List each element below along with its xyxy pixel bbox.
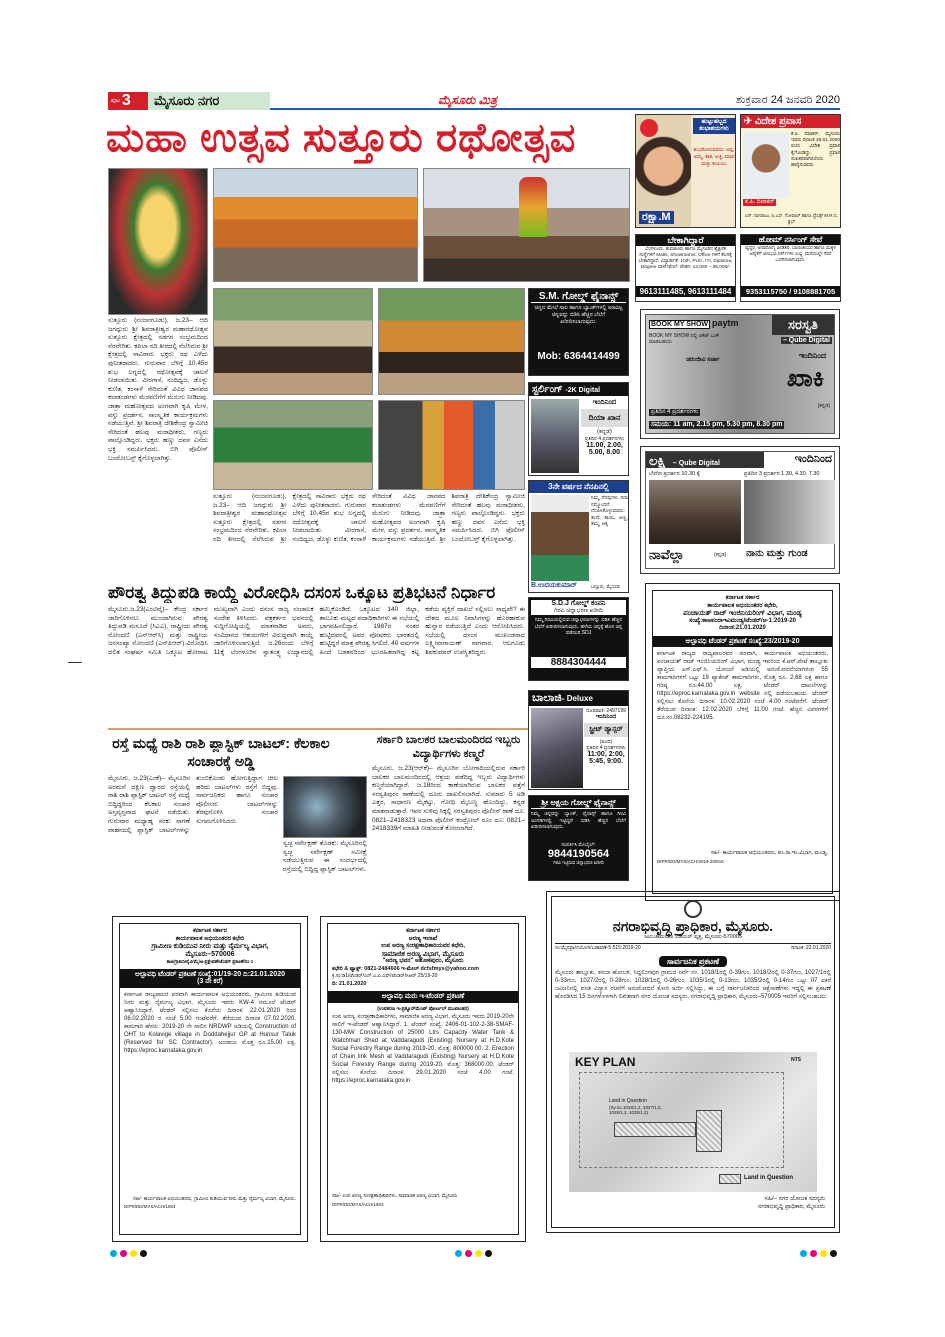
notice-subbanner: (ಉಪಕರಣ ಇ-ಪ್ರಕ್ಯೂರ್‌ಮೆಂಟ್ ಪೋರ್ಟಲ್ ಮುಖಾಂತರ)	[377, 1005, 469, 1012]
pooja-photo	[213, 168, 418, 282]
hero-name: ಚಿರಂಜೀವಿ ಸರ್ಜಾ	[686, 357, 720, 363]
ad-title: 3ನೇ ವರ್ಷದ ನೆನಪಿನಲ್ಲಿ	[529, 481, 628, 493]
balaji-theatre-ad	[528, 690, 629, 790]
notice-banner-row	[555, 954, 831, 967]
movie-language: (ಕನ್ನಡ)	[817, 403, 830, 409]
theatre-name: ಸರಸ್ವತಿ	[772, 315, 834, 335]
black-dot	[140, 1250, 147, 1257]
notice-address: ಜಯಚಾಮರಾಜ ಒಡೆಯರ್ ವೃತ್ತ, ಮೈಸೂರು-570005	[644, 934, 742, 940]
notice-ref: ಸಂಖ್ಯೆ:ಕಾಅಪಂರಾಇವಿಮಂಡ್ಯ/ಟೆಂಡರ್/ಅ-1:2019-20	[688, 617, 797, 624]
ad-title-bar	[646, 452, 764, 468]
land-in-question-detail: (Sy.no.1018/1,2, 1027/1,2, 1028/1,2, 1035/1,2)	[609, 1105, 662, 1115]
notice-line4: ಮೈಸೂರು–570006	[185, 950, 235, 958]
notice-contact: ಕಛೇರಿ & ಫ್ಯಾಕ್ಸ್: 0821-2484606 ಇ-ಮೇಲ್ dcfsfmys@yahoo.com	[332, 965, 480, 972]
yellow-dot	[475, 1250, 482, 1257]
registration-marks-left	[110, 1244, 150, 1262]
ad-phone: 8884304444	[531, 657, 626, 668]
ad-body: ನಿಮ್ಮ ನೆನಪುಗಳು ಸದಾ ನಮ್ಮೊಂದಿಗೆ. ನೆನಪಿಸಿಕೊಳ್ಳುವವರು: ತಂದೆ, ತಾಯಿ, ಅಣ್ಣ, ತಮ್ಮ, ಅಕ್ಕ	[591, 495, 628, 527]
notice-ref: ಕ್ರ.ಸಂ:ಡಿ1/ಟೆಂಡರ್/ಎನ್.ಎ.ಪಿ.ಎಫ್/ಟೆಂಡರ್/ಸಿಆರ್ 25/19-20	[332, 973, 438, 979]
story3-headline: ರಸ್ತೆ ಮಧ್ಯೆ ರಾಶಿ ರಾಶಿ ಪ್ಲಾಸ್ಟಿಕ್ ಬಾಟಲ್: ಕೆಲಕಾಲ ಸಂಚಾರಕ್ಕೆ ಅಡ್ಡಿ	[112, 735, 330, 769]
sdj-gold-ad	[528, 597, 629, 681]
shows-label: ಪ್ರತಿದಿನ 4 ಪ್ರದರ್ಶನಗಳು	[584, 436, 625, 442]
theatre-name: ಸ್ಟರ್ಲಿಂಗ್	[532, 384, 563, 395]
ad-phone: 9613111485, 9613111484	[636, 286, 735, 297]
yellow-dot	[820, 1250, 827, 1257]
booking-logos	[649, 318, 739, 328]
ad-body: ವೃದ್ಧರ, ಅನಾರೋಗ್ಯ ಪೀಡಿತರ, ಬಾಣಂತಿಯರ ಹಾಗೂ ಮಕ್ಕಳ ಆರೈಕೆಗೆ ಅನುಭವಿ ನರ್ಸ್‌ಗಳು ಲಭ್ಯ. ಮನೆಯಲ್ಲೇ ಸೇವೆ ಒದಗಿಸಲಾಗುವುದು.	[745, 246, 836, 263]
ad-title: S.D.J ಗೋಲ್ಡ್ ಕಂಪನಿ	[531, 600, 626, 608]
signature-line2: ನಗರಾಭಿವೃದ್ಧಿ ಪ್ರಾಧಿಕಾರ, ಮೈಸೂರು	[758, 1204, 825, 1210]
notice-date: ದಿನಾಂಕ:21.01.2020	[719, 625, 766, 631]
movie2-title: ನಾನು ಮತ್ತು ಗುಂಡ	[746, 548, 808, 559]
sterling-theatre-ad	[528, 382, 629, 476]
nts-label: NTS	[791, 1057, 801, 1063]
notice-body: ಕರ್ನಾಟಕ ರಾಜ್ಯದ ರಾಜ್ಯಪಾಲರವರ ಪರವಾಗಿ, ಕಾರ್ಯಪಾಲಕ ಅಭಿಯಂತರರು, ಪಂಚಾಯತ್ ರಾಜ್ ಇಂಜಿನಿಯರಿಂಗ್ ವಿಭಾಗ, ಮಂಡ್ಯ ಇವರಿಂದ ಕೆ.ಆರ್.ಪೇಟೆ ತಾಲ್ಲೂಕು ವ್ಯಾಪ್ತಿಯ ಎಸ್.ಎಫ್.ಸಿ. ಯೋಜನೆ ಅಡಿಯಲ್ಲಿ ಅನುಮೋದನೆಯಾಗಿರುವ 55 ಕಾಮಗಾರಿಗಳಿಗೆ ಒಟ್ಟು 19 ಪ್ಯಾಕೇಜ್ ಕಾಮಗಾರಿಗಳು, ಮೊತ್ತ ರೂ. 2.68 ಲಕ್ಷ ಹಾಗೂ ಗರಿಷ್ಠ ರೂ.44.00 ಲಕ್ಷ. ಟೆಂಡರ್ ದಾಖಲೆಗಳನ್ನು https://eproc.karnataka.gov.in website ನಲ್ಲಿ ಪಡೆಯಬಹುದು. ಟೆಂಡರ್ ಸಲ್ಲಿಸಲು ಕೊನೆಯ ದಿನಾಂಕ: 10.02.2020 ಸಂಜೆ 4.00 ಗಂಟೆವರೆಗೆ. ಟೆಂಡರ್ ತೆರೆಯುವ ದಿನಾಂಕ: 12.02.2020 ಬೆಳಿಗ್ಗೆ 11.00 ಗಂಟೆ. ಹೆಚ್ಚಿನ ವಿವರಗಳಿಗೆ ದೂ.ಸಂ.08232-224195.	[657, 651, 828, 721]
folk-artists-photo	[378, 288, 525, 395]
movie-poster	[531, 399, 579, 473]
shows-label: ಪ್ರತಿದಿನ 4 ಪ್ರದರ್ಶನಗಳು	[651, 409, 699, 415]
notice-code: DIPR/DD/MYS/ACH/2019-20/815	[657, 858, 724, 864]
theatre-tag: – Qube Digital	[672, 460, 720, 467]
foreign-travel-ad	[740, 114, 841, 228]
today-label: ಇಂದಿನಿಂದ	[798, 351, 826, 360]
page-number-badge	[108, 92, 148, 110]
show-info	[584, 708, 628, 765]
ad-footer: ಗಿರವಿ ಇಟ್ಟಿರುವ ಚಿನ್ನಾಭರಣ ಖರೀದಿ	[553, 860, 604, 865]
chariot-shape	[519, 177, 547, 237]
theatre-tag: - Deluxe	[561, 694, 593, 703]
notice-frame	[327, 923, 519, 1235]
notice-signature: ಸಹಿ/- ಉಪ ಅರಣ್ಯ ಸಂರಕ್ಷಣಾಧಿಕಾರಿಗಳು, ಸಾಮಾಜಿಕ ಅರಣ್ಯ ವಿಭಾಗ, ಮೈಸೂರು	[332, 1193, 458, 1199]
lead-body-columns: ಸುತ್ತೂರು (ನಂಜನಗೂಡು), ಜ.23– ಆದಿ ಜಗದ್ಗುರು ಶ್ರೀ ಶಿವರಾತ್ರೀಶ್ವರ ಮಹಾರಥೋತ್ಸವ ಸುತ್ತೂರು ಕ್ಷೇತ್ರದಲ್ಲಿ ಸಡಗರ ಸಂಭ್ರಮದಿಂದ ನೆರವೇರಿತು. ಕಪಿಲಾ ನದಿ ತೀರದಲ್ಲಿ ನೆಲೆಸಿರುವ ಶ್ರೀ ಕ್ಷೇತ್ರದಲ್ಲಿ ಸಾವಿರಾರು ಭಕ್ತರು ರಥ ಎಳೆದು ಪುನೀತರಾದರು. ಗುರುವಾರ ಬೆಳಿಗ್ಗೆ 10.45ರ ಶುಭ ಲಗ್ನದಲ್ಲಿ ರಥೋತ್ಸವಕ್ಕೆ ಚಾಲನೆ ನೀಡಲಾಯಿತು. ವೀರಗಾಸೆ, ನಂದಿಧ್ವಜ, ಡೊಳ್ಳು ಕುಣಿತ, ಕಂಸಾಳೆ ಸೇರಿದಂತೆ ವಿವಿಧ ಜಾನಪದ ಕಲಾತಂಡಗಳು ಮೆರವಣಿಗೆಗೆ ಮೆರುಗು ನೀಡಿದವು. ಜಾತ್ರಾ ಮಹೋತ್ಸವದ ಅಂಗವಾಗಿ ಕೃಷಿ ಮೇಳ, ವಸ್ತು ಪ್ರದರ್ಶನ, ಸಾಂಸ್ಕೃತಿಕ ಕಾರ್ಯಕ್ರಮಗಳು ನಡೆಯುತ್ತಿವೆ. ಶ್ರೀ ಶಿವರಾತ್ರಿ ದೇಶಿಕೇಂದ್ರ ಸ್ವಾಮೀಜಿ ಸೇರಿದಂತೆ ಹಲವು ಮಠಾಧೀಶರು, ಗಣ್ಯರು ಪಾಲ್ಗೊಂಡಿದ್ದರು. ಭಕ್ತರು ಹಣ್ಣು ದವನ ಎಸೆದು ಭಕ್ತಿ ಸಮರ್ಪಿಸಿದರು. ಬಿಗಿ ಪೊಲೀಸ್ ಬಂದೋಬಸ್ತ್ ಕೈಗೊಳ್ಳಲಾಗಿತ್ತು.	[213, 493, 525, 543]
notice-ref: ಸಂ:ಮೈನಪ್ರಾ/ನಯೋಸ/ಬಡಾವಣೆ-5:515:2019-20	[555, 945, 641, 951]
lead-headline: ಮಹಾ ಉತ್ಸವ ಸುತ್ತೂರು ರಥೋತ್ಸವ	[106, 116, 577, 160]
place: ಬನ್ನೂರು, ಮೈಸೂರು	[591, 584, 621, 589]
crowd-chariot-photo	[423, 168, 630, 282]
notice-date: ದಿನಾಂಕ: 22.01.2020	[790, 945, 831, 951]
child-name: ರಕ್ಷಾ.M	[639, 211, 674, 224]
portrait-photo	[531, 495, 589, 581]
notice-ref-row	[555, 943, 831, 952]
notice-banner: ಅಲ್ಪಾವಧಿ ಟೆಂಡರ್ ಪ್ರಕಟಣೆ ಸಂಖ್ಯೆ:23/2019-20	[653, 636, 832, 648]
ad-footer: ಎನ್. ನಾಗರಾಜು, ಪಿ.ಎಸ್. ಗೋಪಾಲ್ ಹಾಗೂ ಫ್ರೆಂಡ್ಸ್ M.R.C. ಕ್ಲಬ್	[744, 213, 839, 224]
home-nursing-ad	[740, 234, 841, 302]
notice-ref: ಕಾಅ/ಗ್ರಾಕುನೀನೈವಿ/ಮೈ/ಅ-ಪ್ರಕ್ಷೇಪಣೆ/ಟೆಂಡರ್ ಪ್ರಕಟಣೆ/ಸಂ-1	[166, 959, 254, 964]
today-label: ಇಂದಿನಿಂದ	[592, 399, 617, 406]
divider	[108, 728, 528, 730]
story4-headline: ಸರ್ಕಾರಿ ಬಾಲಕರ ಬಾಲಮಂದಿರದ ಇಬ್ಬರು ವಿದ್ಯಾರ್ಥಿಗಳು ಕಣ್ಮರೆ	[376, 734, 521, 760]
show-times: 11.00, 2.00, 5.00, 8.00	[586, 442, 623, 456]
magenta-dot	[465, 1250, 472, 1257]
plastic-bottles-photo	[283, 776, 367, 838]
ad-title: S.M. ಗೋಲ್ಡ್ ಫೈನಾನ್ಸ್	[531, 291, 626, 303]
remembrance-ad	[528, 480, 629, 593]
notice-code: DIPR/DD/MYS/ACH/1604	[124, 1204, 176, 1209]
ad-body: ನಿಮ್ಮ ಚಿನ್ನವನ್ನು ಬ್ಯಾಂಕ್, ಫೈನಾನ್ಸ್ ಹಾಗೂ ಗಿರವಿ ಅಂಗಡಿಗಳಲ್ಲಿ ಇಟ್ಟಿದ್ದರೆ ಬಿಡಿಸಿ ಹೆಚ್ಚಿನ ಬೆಲೆಗೆ ಖರೀದಿಸಲಾಗುವುದು.	[531, 808, 626, 842]
notice-line3: ಗ್ರಾಮೀಣ ಕುಡಿಯುವ ನೀರು ಮತ್ತು ನೈರ್ಮಲ್ಯ ವಿಭಾಗ,	[151, 943, 269, 950]
theatre-name: ಲಕ್ಷ್ಮಿ	[649, 453, 669, 468]
notice-line1: ಕರ್ನಾಟಕ ಸರ್ಕಾರ	[725, 595, 760, 601]
notice-line3: ಪಂಚಾಯತ್ ರಾಜ್ ಇಂಜಿನಿಯರಿಂಗ್ ವಿಭಾಗ, ಮಂಡ್ಯ	[683, 610, 802, 617]
notice-body: ಉಪ ಅರಣ್ಯ ಸಂರಕ್ಷಣಾಧಿಕಾರಿಗಳು, ಸಾಮಾಜಿಕ ಅರಣ್ಯ ವಿಭಾಗ, ಮೈಸೂರು ಇವರು 2019-20ನೇ ಸಾಲಿಗೆ ಇ-ಟೆಂಡರ್ ಆಹ್ವಾನಿಸಿದ್ದಾರೆ. 1. ಟೆಂಡರ್ ಸಂಖ್ಯೆ: 2406-01-102-2-38-SMAF-130-MW Construction of 25000 Ltrs Capacity Water Tank & Watchman Shed at Vaddaragudi (Existing) Nursery at H.D.Kote Social Forestry Range during 2019-20. ಮೊತ್ತ: 800000.00. 2. Erection of Chain link Mesh at Vaddaragudi (Existing) Nursery at H.D.Kote Social Forestry Range during 2019-20. ಮೊತ್ತ: 368000.00. ಟೆಂಡರ್ ಸಲ್ಲಿಸಲು ಕೊನೆಯ ದಿನಾಂಕ: 29.01.2020 ಸಂಜೆ 4.00 ಗಂಟೆ. https://eproc.karnataka.gov.in	[332, 1014, 514, 1084]
ad-title: ಶ್ರೀ ಅಕ್ಷಯ ಗೋಲ್ಡ್ ಫೈನಾನ್ಸ್	[541, 798, 616, 807]
land-in-question-label: Land in Question	[609, 1098, 647, 1104]
story4-body: ಮೈಸೂರು, ಜ.23(ಆರ್‌ಕೆ)– ಮೈಸೂರಿನ ಬೋಗಾದಿಯಲ್ಲಿರುವ ಸರ್ಕಾರಿ ಬಾಲಕರ ಬಾಲಮಂದಿರದಲ್ಲಿ ಆಶ್ರಯ ಪಡೆದಿದ್ದ ಇಬ್ಬರು ವಿದ್ಯಾರ್ಥಿಗಳು ಕಣ್ಮರೆಯಾಗಿದ್ದಾರೆ. ಜ.18ರಿಂದ ಕಾಣೆಯಾಗಿರುವ ಬಾಲಕರ ಪತ್ತೆಗೆ ಸರಸ್ವತಿಪುರಂ ಠಾಣೆಯಲ್ಲಿ ದೂರು ದಾಖಲಿಸಲಾಗಿದೆ. ಸುಮಾರು 5 ಅಡಿ ಎತ್ತರ, ಸಾಧಾರಣ ಮೈಕಟ್ಟು, ಗೋಧಿ ಮೈಬಣ್ಣ ಹೊಂದಿದ್ದು, ಕನ್ನಡ ಮಾತನಾಡುತ್ತಾರೆ. ಇವರ ಸುಳಿವು ಸಿಕ್ಕಲ್ಲಿ ಸರಸ್ವತಿಪುರಂ ಪೊಲೀಸ್ ಠಾಣೆ ದೂ: 0821–2418323 ಅಥವಾ ಪೊಲೀಸ್ ಕಂಟ್ರೋಲ್ ರೂಂ ದೂ: 0821–2418339ಗೆ ಮಾಹಿತಿ ನೀಡುವಂತೆ ಕೋರಲಾಗಿದೆ.	[372, 765, 525, 833]
today-label: ಇಂದಿನಿಂದ	[595, 714, 617, 720]
legend-swatch	[719, 1174, 741, 1184]
muda-public-notice	[546, 891, 840, 1233]
issue-date: ಶುಕ್ರವಾರ 24 ಜನವರಿ 2020	[736, 94, 840, 106]
person-name: B.ಉದಯಕುಮಾರ್	[531, 582, 577, 589]
masthead: ಮೈಸೂರು ಮಿತ್ರ	[438, 93, 498, 107]
highlighted-plot	[614, 1122, 696, 1137]
show-info	[581, 399, 628, 456]
story2-headline: ಪೌರತ್ವ ತಿದ್ದುಪಡಿ ಕಾಯ್ದೆ ವಿರೋಧಿಸಿ ದಸಂಸ ಒಕ್ಕೂಟ ಪ್ರತಿಭಟನೆ ನಿರ್ಧಾರ	[108, 583, 496, 602]
wanted-ad	[635, 234, 736, 302]
notice-line2: ಅರಣ್ಯ ಇಲಾಖೆ	[408, 935, 438, 942]
notice-banner: ಅಲ್ಪಾವಧಿ ಮರು ಇ-ಟೆಂಡರ್ ಪ್ರಕಟಣೆ	[328, 991, 518, 1003]
movie-poster	[531, 708, 583, 788]
flower-icon	[640, 119, 658, 137]
page-number: 3	[121, 92, 131, 109]
highlighted-plot	[696, 1110, 722, 1152]
black-dot	[485, 1250, 492, 1257]
contact-label: ಸಂಪರ್ಕಿಸಿ ಮೊಬೈಲ್:	[561, 842, 596, 848]
ad-title: ಹೋಮ್ ನರ್ಸಿಂಗ್ ಸೇವೆ	[741, 235, 840, 245]
dancers-photo	[213, 288, 373, 395]
ad-title	[741, 115, 840, 128]
notice-frame	[551, 896, 835, 1228]
notice-signature: ಸಹಿ/- ಕಾರ್ಯಪಾಲಕ ಅಭಿಯಂತರರು, ಪಂ.ರಾ.ಇಂ.ವಿಭಾಗ, ಮಂಡ್ಯ.	[710, 850, 828, 856]
banner-text: ಅಲ್ಪಾವಧಿ ಟೆಂಡರ್ ಪ್ರಕಟಣೆ ಸಂಖ್ಯೆ:01/19-20 ದಿ:21.01.2020	[135, 970, 285, 978]
plane-icon: ✈	[744, 116, 752, 127]
emblem-icon	[684, 900, 702, 918]
ad-subtitle: ಗಿರವಿ ಚಿನ್ನಾಭರಣ ಖರೀದಿ	[531, 608, 626, 615]
notice-line2: ಕಾರ್ಯಪಾಲಕ ಅಭಿಯಂತರರ ಕಛೇರಿ	[175, 935, 245, 942]
cyan-dot	[800, 1250, 807, 1257]
wishers: ಶುಭಕೋರುವವರು: ಅಪ್ಪ, ಅಮ್ಮ, ತಾತ, ಅಜ್ಜಿ, ಮಾವ ಮತ್ತು ಕುಟುಂಬ	[693, 147, 735, 167]
show-times: 11:00, 2:00, 5:45, 9:00.	[587, 751, 625, 765]
notice-line1: ಕರ್ನಾಟಕ ಸರ್ಕಾರ	[406, 928, 440, 934]
cyan-dot	[110, 1250, 117, 1257]
ad-title: ಹುಟ್ಟುಹಬ್ಬದ ಶುಭಾಶಯಗಳು	[693, 118, 735, 134]
akshaya-gold-ad	[528, 795, 629, 881]
notice-date: ದಿ: 21.01.2020	[332, 980, 367, 987]
ad-title-bar	[529, 691, 628, 706]
notice-line1: ಕರ್ನಾಟಕ ಸರ್ಕಾರ	[193, 928, 227, 934]
magenta-dot	[120, 1250, 127, 1257]
movie1-poster	[649, 480, 741, 544]
lakshmi-theatre-ad	[640, 446, 840, 574]
page-header	[108, 92, 840, 110]
person-name: ಕೆ.ಪಿ. ದಿವಾಕರ್	[745, 199, 775, 205]
notice-body: ಮೈಸೂರು ತಾಲ್ಲೂಕು, ಕಸಬಾ ಹೋಬಳಿ, ಸಿದ್ದಲಿಂಗಪುರ ಗ್ರಾಮದ ಸರ್ವೆ ನಂ. 1018/1ರಲ್ಲಿ 0-39ಗುಂ, 1018/2ರಲ್ಲಿ 0-37ಗುಂ, 1027/1ರಲ್ಲಿ 0-33ಗುಂ, 1027/2ರಲ್ಲಿ 0-28ಗುಂ, 1028/1ರಲ್ಲಿ 0-26ಗುಂ, 1035/1ರಲ್ಲಿ 0-13ಗುಂ, 1035/2ರಲ್ಲಿ 0-14ಗುಂ ಒಟ್ಟು 07 ಎಕರೆ ಜಮೀನಿನಲ್ಲಿ ವಸತಿ ವಿನ್ಯಾಸ ರಚನೆಗೆ ಅನುಮೋದನೆ ಕೋರಿ ಅರ್ಜಿ ಸಲ್ಲಿಸಿದ್ದು, ಈ ಬಗ್ಗೆ ಸಾರ್ವಜನಿಕರಿಂದ ಆಕ್ಷೇಪಣೆಗಳು ಇದ್ದಲ್ಲಿ ಈ ಪ್ರಕಟಣೆ ಹೊರಡಿಸಿದ 15 ದಿನಗಳೊಳಗಾಗಿ ಲಿಖಿತವಾಗಿ ನಗರ ಯೋಜಕ ಸದಸ್ಯರು, ನಗರಾಭಿವೃದ್ಧಿ ಪ್ರಾಧಿಕಾರ, ಮೈಸೂರು–570005 ಇವರಿಗೆ ಸಲ್ಲಿಸಬಹುದು.	[555, 970, 831, 1000]
yellow-dot	[130, 1250, 137, 1257]
section-name: ಮೈಸೂರು ನಗರ	[148, 92, 270, 110]
cyan-dot	[455, 1250, 462, 1257]
ad-body: ಬೆಂಗಳೂರು, ತುಮಕೂರು ಹಾಗೂ ಮೈಸೂರಿನ ಶೈಕ್ಷಣಿಕ ಸಂಸ್ಥೆಗಳಿಗೆ Malls, Showrooms, Office ಗಳಿಗೆ ಕೆಲಸಕ್ಕೆ ಬೇಕಾಗಿದ್ದಾರೆ. ವಿದ್ಯಾರ್ಹತೆ: 10th, PUC, ITI, Diploma, Degree ಪಾಸ್/ಫೇಲ್. ವೇತನ: 13,000 – 35,000/-	[638, 247, 733, 270]
morning-show: ಬೆಳಗಿನ ಪ್ರದರ್ಶನ 10.30 ಕ್ಕೆ	[649, 471, 700, 477]
saraswathi-theatre-ad	[640, 309, 840, 439]
notice-banner	[120, 969, 300, 988]
chariot-photo	[108, 168, 208, 315]
birthday-ad	[635, 114, 736, 228]
fold-mark	[68, 662, 82, 663]
person-photo	[743, 132, 789, 198]
key-plan-title: KEY PLAN	[575, 1055, 636, 1069]
shows-label: ಪ್ರತಿದಿನ 4 ಪ್ರದರ್ಶನಗಳು	[586, 745, 626, 751]
ad-phone: 9353115750 / 9108881705	[741, 286, 840, 297]
ad-title-bar	[529, 383, 628, 396]
ad-body: ಕೆ.ಪಿ. ದಿವಾಕರ್, ಮೈಸೂರು ಇವರು ದಿನಾಂಕ 25.01.2020 ರಂದು ವಿದೇಶ ಪ್ರವಾಸ ಕೈಗೊಂಡಿದ್ದು ಪ್ರವಾಸ ಸುಖಕರವಾಗಿರಲೆಂದು ಹಾರೈಸುವವರು	[791, 132, 840, 169]
ad-title: ಬೇಕಾಗಿದ್ದಾರೆ	[636, 235, 735, 246]
show-times: ಸಮಯ: 11 am, 2.15 pm, 5.30 pm, 8.30 pm	[651, 421, 783, 428]
story2-body: ಮೈಸೂರು,ಜ.23(ಎಂಟಿವೈ)– ಕೇಂದ್ರ ಸರ್ಕಾರ ಜಾರಿಗೊಳಿಸಲು ಮುಂದಾಗಿರುವ ಪೌರತ್ವ ತಿದ್ದುಪಡಿ ಮಸೂದೆ (ಸಿಎಎ), ರಾಷ್ಟ್ರೀಯ ಪೌರತ್ವ ನೋಂದಣಿ (ಎನ್‌ಆರ್‌ಸಿ) ಮತ್ತು ರಾಷ್ಟ್ರೀಯ ಜನಸಂಖ್ಯಾ ನೋಂದಣಿ (ಎನ್‌ಪಿಆರ್) ವಿರೋಧಿಸಿ ದಲಿತ ಸಂಘರ್ಷ ಸಮಿತಿ ಒಕ್ಕೂಟ ಹೋರಾಟ ಮುಖ್ಯವಾಗಿ ಎಂದು ದಸಂಸ ರಾಜ್ಯ ಸಂಚಾಲಕ ಸಂದೇಶ ತಿಳಿಸಿದರು. ಪತ್ರಕರ್ತರ ಭವನದಲ್ಲಿ ಸುದ್ದಿಗೋಷ್ಠಿಯಲ್ಲಿ ಮಾತನಾಡಿದ ಅವರು, ಸಂವಿಧಾನದ ಆಶಯಗಳಿಗೆ ವಿರುದ್ಧವಾಗಿ ಕಾಯ್ದೆ ಜಾರಿಗೊಳಿಸಲಾಗುತ್ತಿದೆ. ಜ.26ರಂದು ಬೆಳಿಗ್ಗೆ 11ಕ್ಕೆ ಬೆಂಗಳೂರಿನ ಸ್ವಾತಂತ್ರ್ಯ ಉದ್ಯಾನದಲ್ಲಿ ಹಮ್ಮಿಕೊಂಡಿದೆ. ಒಕ್ಕೂಟದ 140 ಜಿಲ್ಲಾ, ತಾಲೂಕು ಮಟ್ಟದ ಪದಾಧಿಕಾರಿಗಳು ಈ ಸಭೆಯಲ್ಲಿ ಭಾಗವಹಿಸಲಿದ್ದಾರೆ. 1987ರ ನಂತರ ಹುಟ್ಟಿದವರಲ್ಲಿ ಅವರ ಪೋಷಕರು ಭಾರತದಲ್ಲಿ ಹುಟ್ಟಿದ್ದರೆ ಮಾತ್ರ ಪೌರತ್ವ ಸಿಗಲಿದೆ. 40 ವರ್ಷಗಳ ಹಿಂದೆ ಬಡತನದಿಂದ ಭೂರಹಿತರಾಗಿದ್ದ ಕಟ್ಟ ಕಡೆಯ ವ್ಯಕ್ತಿಗೆ ದಾಖಲೆ ಸಲ್ಲಿಸಲು ಸಾಧ್ಯವೇ? ಈ ದೇಶದ ಮೂಲ ನಿವಾಸಿಗಳನ್ನು ಹೊರಹಾಕುವ ಹುನ್ನಾರ ನಡೆಯುತ್ತಿದೆ ಎಂದು ಆರೋಪಿಸಿದರು. ಸಭೆಯಲ್ಲಿ ದಸಂಸ ಮುಖಂಡರಾದ ಲಕ್ಷ್ಮೀನಾರಾಯಣ್ ನಾಗವಾರ, ಆಲಗೂಡು ಶಿವಕುಮಾರ್ ಉಪಸ್ಥಿತರಿದ್ದರು.	[108, 606, 525, 656]
pri-mandya-tender-notice	[645, 583, 840, 901]
paytm-logo: paytm	[712, 318, 739, 328]
page-label: ಪುಟ	[111, 97, 120, 104]
notice-line5: "ಅರಣ್ಯ ಭವನ" ಅಶೋಕಪುರಂ, ಮೈಸೂರು	[382, 958, 464, 964]
ad-body: ಚಿನ್ನದ ಮೇಲೆ ಸಾಲ ಹಾಗೂ ಬ್ಯಾಂಕ್‌ಗಳಲ್ಲಿ ಅಡವಿಟ್ಟ ಚಿನ್ನವನ್ನು ಬಿಡಿಸಿ ಹೆಚ್ಚಿನ ಬೆಲೆಗೆ ಖರೀದಿಸಲಾಗುವುದು.	[534, 305, 623, 325]
movie-title: ಖಾಕಿ	[786, 365, 824, 392]
notice-line3: ಉಪ ಅರಣ್ಯ ಸಂರಕ್ಷಣಾಧಿಕಾರಿಯವರ ಕಛೇರಿ,	[381, 943, 465, 949]
green-costume-photo	[213, 400, 373, 490]
black-dot	[830, 1250, 837, 1257]
movie-title: ಸ್ಟ್ರೀಟ್ ಡ್ಯಾನ್ಸರ್	[584, 723, 628, 737]
title-text: ವಿದೇಶ ಪ್ರವಾಸ	[754, 116, 802, 127]
booking-note: BOOK MY SHOW ನಲ್ಲಿ ಟಿಕೆಟ್ ಬುಕ್ ಮಾಡಬಹುದು	[649, 333, 720, 345]
movie1-title: ನಾವೆಲ್ಲಾ	[649, 547, 685, 562]
magenta-dot	[810, 1250, 817, 1257]
ad-artwork	[645, 451, 835, 569]
ad-body: ನಿಮ್ಮ ಗಿರವಿಯಲ್ಲಿರುವ ಚಿನ್ನಾಭರಣಗಳನ್ನು ಬಿಡಿಸಿ ಹೆಚ್ಚಿನ ಬೆಲೆಗೆ ಖರೀದಿಸಲಾಗುವುದು. ಹಳೆಯ ಚಿನ್ನಕ್ಕೆ ಹೊಸ ಚಿನ್ನ ಪಡೆಯಿರಿ SDJ	[534, 617, 623, 636]
theatre-tag: -2K Digital	[565, 387, 601, 394]
plot-boundaries	[579, 1072, 784, 1168]
tiger-dance-photo	[378, 400, 525, 490]
movie-language: (ಹಿಂದಿ)	[599, 739, 613, 745]
story3-body: ಮೈಸೂರು, ಜ.23(ಎಂಕೆ)– ಮೈಸೂರಿನ ಅರಮನೆ ದಕ್ಷಿಣ ದ್ವಾರದ ರಸ್ತೆಯಲ್ಲಿ ರಾಶಿ ರಾಶಿ ಪ್ಲಾಸ್ಟಿಕ್ ಬಾಟಲ್ ರಸ್ತೆ ಮಧ್ಯೆ ಬಿದ್ದಿದ್ದರಿಂದ ಕೆಲಕಾಲ ಸಂಚಾರ ಅಸ್ತವ್ಯಸ್ತವಾದ ಘಟನೆ ನಡೆಯಿತು. ಗುರುವಾರ ಮಧ್ಯಾಹ್ನ ಸರಕು ಸಾಗಣೆ ವಾಹನದಲ್ಲಿ ಪ್ಲಾಸ್ಟಿಕ್ ಬಾಟಲ್‌ಗಳನ್ನು ತುಂಬಿಕೊಂಡು ಹೋಗುತ್ತಿದ್ದಾಗ ಚೀಲ ಹರಿದು ಬಾಟಲ್‌ಗಳು ರಸ್ತೆಗೆ ಬಿದ್ದವು. ಸಾರ್ವಜನಿಕರು ಹಾಗೂ ಸಂಚಾರ ಪೊಲೀಸರು ಬಾಟಲ್‌ಗಳನ್ನು ತೆರವುಗೊಳಿಸಿ ಸಂಚಾರ ಸುಗಮಗೊಳಿಸಿದರು.	[108, 775, 278, 834]
notice-body: ಕರ್ನಾಟಕ ರಾಜ್ಯಪಾಲರ ಪರವಾಗಿ ಕಾರ್ಯಪಾಲಕ ಅಭಿಯಂತರರು, ಗ್ರಾಮೀಣ ಕುಡಿಯುವ ನೀರು ಮತ್ತು ನೈರ್ಮಲ್ಯ ವಿಭಾಗ, ಮೈಸೂರು ಇವರು KW-4 ನಮೂನೆ ಟೆಂಡರ್ ಆಹ್ವಾನಿಸಿದ್ದಾರೆ. ಟೆಂಡರ್ ಸಲ್ಲಿಸಲು ಕೊನೆಯ ದಿನಾಂಕ: 22.01.2020 ರಿಂದ 06.02.2020 ರ ಸಂಜೆ 5.00 ಗಂಟೆವರೆಗೆ. ತೆರೆಯುವ ದಿನಾಂಕ 07.02.2020. ಕಾಮಗಾರಿ ಹೆಸರು: 2019-20 ನೇ ಸಾಲಿನ NRDWP ಅಡಿಯಲ್ಲಿ Construction of OHT to Kolavige village in Doddahejjur GP at Hunsur Taluk (Reserved for SC Contractor). ಅಂದಾಜು ಮೊತ್ತ ರೂ.15.00 ಲಕ್ಷ. https://eproc.karnataka.gov.in	[124, 991, 296, 1054]
ad-artwork	[645, 314, 835, 434]
registration-marks-center	[455, 1244, 495, 1262]
bookmyshow-logo: BOOK MY SHOW	[651, 321, 709, 328]
movie-title: ದಿಯಾ ಖಾನ	[581, 409, 628, 427]
signature-line1: ಸಹಿ/– ನಗರ ಯೋಜಕ ಸದಸ್ಯರು	[764, 1196, 825, 1202]
notice-code: DIPR/DD/MYS/ACH/1603	[332, 1201, 384, 1207]
daily-shows: ಪ್ರತಿದಿನ 3 ಪ್ರದರ್ಶನ 1.30, 4.30, 7.30	[744, 471, 820, 477]
legend-label: Land in Question	[744, 1175, 793, 1181]
movie-language: (ಕನ್ನಡ)	[714, 552, 727, 558]
today-label: ಇಂದಿನಿಂದ	[794, 453, 832, 465]
notice-frame	[119, 923, 301, 1235]
ad-phone: Mob: 6364414499	[537, 351, 620, 362]
notice-line4: ಸಾಮಾಜಿಕ ಅರಣ್ಯ ವಿಭಾಗ, ಮೈಸೂರು	[381, 950, 465, 958]
key-plan-map	[569, 1052, 817, 1192]
banner-subtext: (3 ನೇ ಕರೆ)	[197, 978, 223, 985]
movie-language: (ಕನ್ನಡ)	[597, 429, 612, 435]
lead-body-left: ಸುತ್ತೂರು (ನಂಜನಗೂಡು), ಜ.23– ಆದಿ ಜಗದ್ಗುರು ಶ್ರೀ ಶಿವರಾತ್ರೀಶ್ವರ ಮಹಾರಥೋತ್ಸವ ಸುತ್ತೂರು ಕ್ಷೇತ್ರದಲ್ಲಿ ಸಡಗರ ಸಂಭ್ರಮದಿಂದ ನೆರವೇರಿತು. ಕಪಿಲಾ ನದಿ ತೀರದಲ್ಲಿ ನೆಲೆಸಿರುವ ಶ್ರೀ ಕ್ಷೇತ್ರದಲ್ಲಿ ಸಾವಿರಾರು ಭಕ್ತರು ರಥ ಎಳೆದು ಪುನೀತರಾದರು. ಗುರುವಾರ ಬೆಳಿಗ್ಗೆ 10.45ರ ಶುಭ ಲಗ್ನದಲ್ಲಿ ರಥೋತ್ಸವಕ್ಕೆ ಚಾಲನೆ ನೀಡಲಾಯಿತು. ವೀರಗಾಸೆ, ನಂದಿಧ್ವಜ, ಡೊಳ್ಳು ಕುಣಿತ, ಕಂಸಾಳೆ ಸೇರಿದಂತೆ ವಿವಿಧ ಜಾನಪದ ಕಲಾತಂಡಗಳು ಮೆರವಣಿಗೆಗೆ ಮೆರುಗು ನೀಡಿದವು. ಜಾತ್ರಾ ಮಹೋತ್ಸವದ ಅಂಗವಾಗಿ ಕೃಷಿ ಮೇಳ, ವಸ್ತು ಪ್ರದರ್ಶನ, ಸಾಂಸ್ಕೃತಿಕ ಕಾರ್ಯಕ್ರಮಗಳು ನಡೆಯುತ್ತಿವೆ. ಶ್ರೀ ಶಿವರಾತ್ರಿ ದೇಶಿಕೇಂದ್ರ ಸ್ವಾಮೀಜಿ ಸೇರಿದಂತೆ ಹಲವು ಮಠಾಧೀಶರು, ಗಣ್ಯರು ಪಾಲ್ಗೊಂಡಿದ್ದರು. ಭಕ್ತರು ಹಣ್ಣು ದವನ ಎಸೆದು ಭಕ್ತಿ ಸಮರ್ಪಿಸಿದರು. ಬಿಗಿ ಪೊಲೀಸ್ ಬಂದೋಬಸ್ತ್ ಕೈಗೊಳ್ಳಲಾಗಿತ್ತು.	[108, 317, 208, 462]
movie2-poster	[744, 480, 835, 544]
theatre-phone: ದೂರವಾಣಿ: 2497199	[586, 708, 626, 714]
theatre-tag: – Qube Digital	[782, 337, 830, 344]
plastic-photo-caption: ಸ್ವಚ್ಛ ಸರ್ವೇಕ್ಷಣ್ ತೊಡಕು: ಮೈಸೂರಿನಲ್ಲಿ ಸ್ವಚ್ಛ ಸರ್ವೇಕ್ಷಣ್ ಸಮೀಕ್ಷೆ ನಡೆಯುತ್ತಿರುವ ಈ ಸಂದರ್ಭದಲ್ಲಿ ರಸ್ತೆಯಲ್ಲಿ ಬಿದ್ದಿದ್ದ ಪ್ಲಾಸ್ಟಿಕ್ ಬಾಟಲ್‌ಗಳು.	[283, 840, 367, 873]
notice-line2: ಕಾರ್ಯಪಾಲಕ ಅಭಿಯಂತರರ ಕಛೇರಿ,	[707, 602, 778, 609]
forest-dept-tender-notice	[320, 916, 526, 1242]
rural-water-tender-notice	[112, 916, 308, 1242]
ad-phone: 9844190564	[547, 848, 610, 860]
theatre-name: ಬಾಲಾಜಿ	[532, 692, 562, 704]
notice-frame	[652, 590, 833, 894]
notice-title: ನಗರಾಭಿವೃದ್ಧಿ ಪ್ರಾಧಿಕಾರ, ಮೈಸೂರು.	[612, 918, 774, 934]
notice-banner: ಸಾರ್ವಜನಿಕ ಪ್ರಕಟಣೆ	[659, 956, 727, 967]
notice-signature: ಸಹಿ/- ಕಾರ್ಯಪಾಲಕ ಅಭಿಯಂತರರು, ಗ್ರಾಮೀಣ ಕುಡಿಯುವ ನೀರು ಮತ್ತು ನೈರ್ಮಲ್ಯ ವಿಭಾಗ, ಮೈಸೂರು.	[133, 1195, 296, 1202]
registration-marks-right	[800, 1244, 840, 1262]
sm-gold-finance-ad	[528, 288, 629, 376]
